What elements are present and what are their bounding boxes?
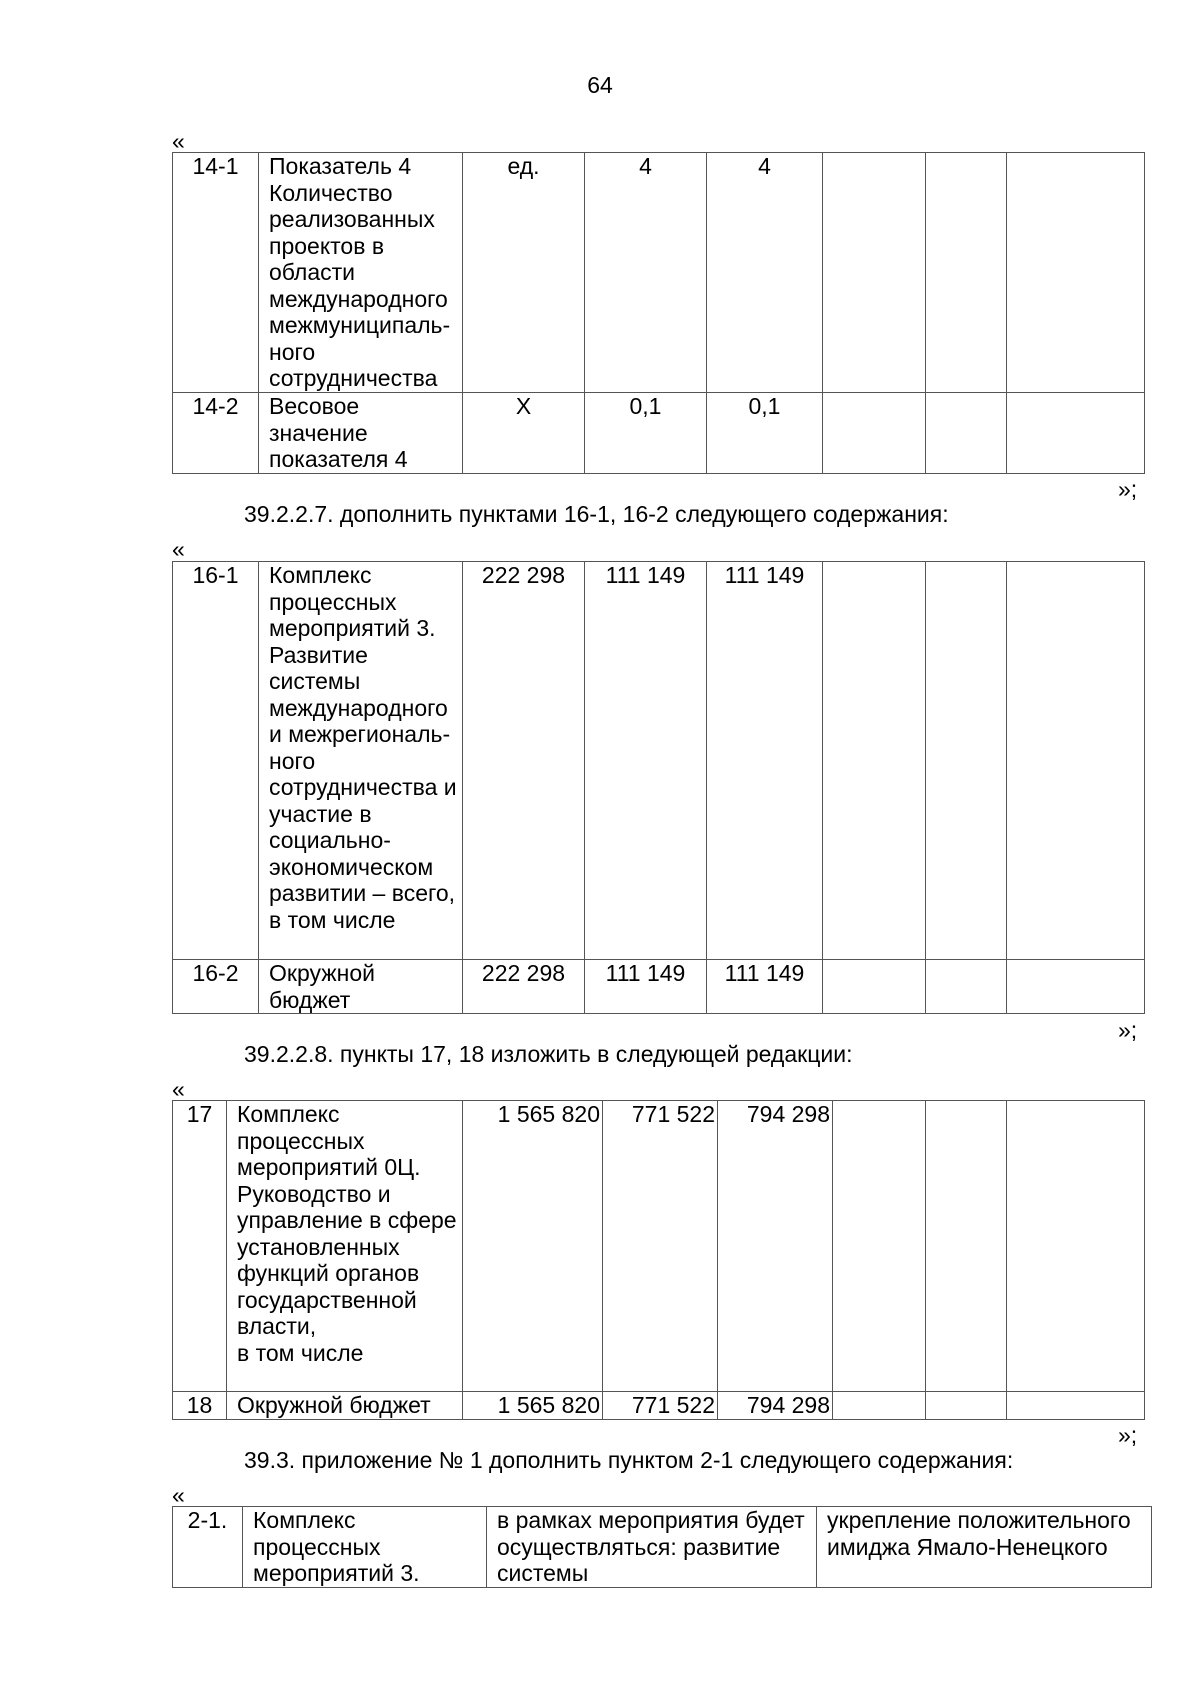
cell-value: 771 522 — [603, 1101, 718, 1392]
cell-value: 111 149 — [585, 562, 707, 960]
cell-value: Х — [463, 393, 585, 474]
cell-empty — [926, 393, 1007, 474]
table-row — [173, 153, 1145, 393]
cell-value: 4 — [707, 153, 823, 393]
paragraph-39-2-2-8: 39.2.2.8. пункты 17, 18 изложить в следующей редакции: — [244, 1041, 853, 1067]
table-indicator-14 — [172, 152, 1145, 474]
cell-description: в рамках мероприятия будет осуществляться: развитие системы — [487, 1507, 817, 1588]
table-row — [173, 960, 1145, 1014]
cell-value: 794 298 — [718, 1392, 833, 1420]
row-number: 14-2 — [173, 393, 259, 474]
cell-empty — [1007, 1392, 1145, 1420]
table-items-16 — [172, 561, 1145, 1014]
open-quote: « — [172, 1076, 185, 1102]
cell-empty — [926, 562, 1007, 960]
cell-empty — [926, 960, 1007, 1014]
cell-empty — [823, 153, 926, 393]
row-name: Показатель 4 Количество реализованных проектов в области международного межмуниципаль-ного сотрудничества — [259, 153, 463, 393]
table-appendix-1 — [172, 1506, 1152, 1588]
paragraph-39-2-2-7: 39.2.2.7. дополнить пунктами 16-1, 16-2 следующего содержания: — [244, 501, 949, 527]
cell-value: 0,1 — [707, 393, 823, 474]
cell-empty — [926, 1392, 1007, 1420]
row-number: 16-2 — [173, 960, 259, 1014]
close-quote: »; — [1118, 476, 1138, 502]
paragraph-39-3: 39.3. приложение № 1 дополнить пунктом 2-1 следующего содержания: — [244, 1447, 1014, 1473]
cell-empty — [823, 393, 926, 474]
table-row — [173, 562, 1145, 960]
cell-value: 1 565 820 — [463, 1101, 603, 1392]
cell-empty — [1007, 393, 1145, 474]
cell-empty — [833, 1101, 926, 1392]
row-name: Весовое значение показателя 4 — [259, 393, 463, 474]
open-quote: « — [172, 1482, 185, 1508]
cell-value: 111 149 — [585, 960, 707, 1014]
cell-empty — [1007, 1101, 1145, 1392]
close-quote: »; — [1118, 1422, 1138, 1448]
cell-empty — [1007, 153, 1145, 393]
table-row — [173, 1507, 1152, 1588]
cell-value: 1 565 820 — [463, 1392, 603, 1420]
table-items-17-18 — [172, 1100, 1145, 1420]
cell-value: 222 298 — [463, 960, 585, 1014]
cell-empty — [1007, 960, 1145, 1014]
row-number: 16-1 — [173, 562, 259, 960]
table-row — [173, 1101, 1145, 1392]
table-row — [173, 1392, 1145, 1420]
cell-value: 4 — [585, 153, 707, 393]
cell-empty — [833, 1392, 926, 1420]
open-quote: « — [172, 128, 185, 154]
row-number: 2-1. — [173, 1507, 243, 1588]
page-number: 64 — [587, 72, 613, 98]
cell-result: укрепление положительного имиджа Ямало-Ненецкого — [817, 1507, 1152, 1588]
cell-value: 0,1 — [585, 393, 707, 474]
row-number: 18 — [173, 1392, 227, 1420]
row-name: Окружной бюджет — [259, 960, 463, 1014]
close-quote: »; — [1118, 1017, 1138, 1043]
cell-value: 111 149 — [707, 960, 823, 1014]
row-number: 17 — [173, 1101, 227, 1392]
row-name: Окружной бюджет — [227, 1392, 463, 1420]
cell-value: 222 298 — [463, 562, 585, 960]
row-name: Комплекс процессных мероприятий 3. Развитие системы международного и межрегиональ-ного сотрудничества и участие в социально-экономическом развитии – всего, в том числе — [259, 562, 463, 960]
row-number: 14-1 — [173, 153, 259, 393]
open-quote: « — [172, 536, 185, 562]
cell-empty — [1007, 562, 1145, 960]
cell-value: 794 298 — [718, 1101, 833, 1392]
cell-empty — [823, 562, 926, 960]
cell-value: ед. — [463, 153, 585, 393]
cell-value: 111 149 — [707, 562, 823, 960]
table-row — [173, 393, 1145, 474]
cell-value: 771 522 — [603, 1392, 718, 1420]
row-name: Комплекс процессных мероприятий 0Ц. Руководство и управление в сфере установленных функций органов государственной власти, в том числе — [227, 1101, 463, 1392]
cell-empty — [926, 153, 1007, 393]
cell-empty — [823, 960, 926, 1014]
cell-empty — [926, 1101, 1007, 1392]
row-name: Комплекс процессных мероприятий 3. — [243, 1507, 487, 1588]
